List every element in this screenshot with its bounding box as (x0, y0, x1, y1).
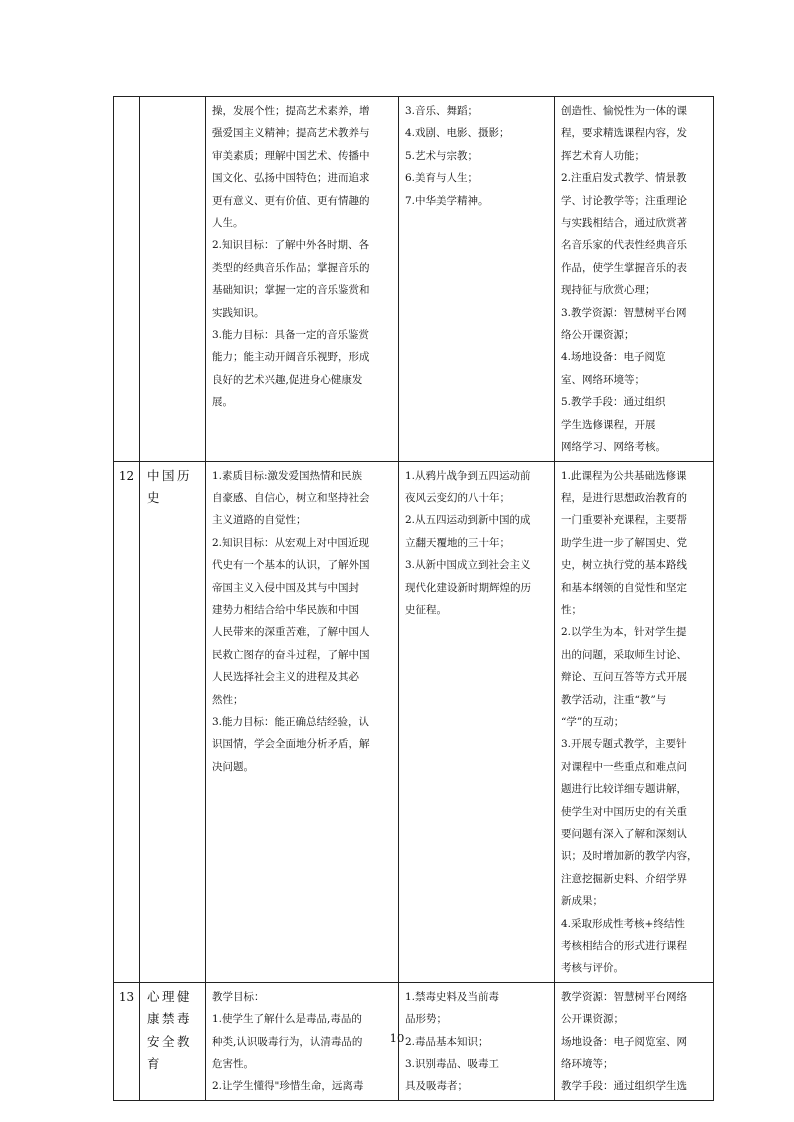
table-row (114, 461, 714, 982)
requirement-line: 程，是进行思想政治教育的 (561, 491, 687, 504)
requirement-line: 教学手段：通过组织学生选 (561, 1080, 687, 1093)
objective-line: 然性； (212, 693, 244, 706)
objective-line: 2.知识目标：了解中外各时期、各 (212, 239, 370, 252)
requirements-cell (555, 461, 714, 982)
course-name-line: 史 (147, 489, 163, 505)
requirement-line: 注意挖掘新史料、介绍学界 (561, 872, 687, 885)
content-line: 夜风云变幻的八十年； (405, 491, 510, 504)
objective-line: 良好的艺术兴趣,促进身心健康发 (212, 373, 363, 386)
row-number: 13 (114, 982, 140, 1100)
requirement-line: 3.教学资源：智慧树平台网 (561, 306, 687, 319)
content-line: 2.毒品基本知识； (405, 1035, 489, 1048)
requirements-cell (555, 97, 714, 462)
requirement-line: 教学活动，注重“教”与 (561, 693, 667, 706)
requirement-line: 4.场地设备：电子阅览 (561, 351, 666, 364)
requirement-line: 出的问题，采取师生讨论、 (561, 648, 687, 661)
objective-line: 教学目标： (212, 990, 265, 1003)
requirement-line: 学生选修课程，开展 (561, 418, 656, 431)
requirement-line: 新成果； (561, 895, 603, 908)
course-name (140, 461, 206, 982)
objective-line: 人生。 (212, 217, 244, 230)
objective-line: 帝国主义入侵中国及其与中国封 (212, 581, 359, 594)
table-row (114, 97, 714, 462)
objective-line: 主义道路的自觉性； (212, 514, 307, 527)
content-cell (399, 461, 555, 982)
objectives-cell (206, 97, 399, 462)
content-line: 5.艺术与宗教； (405, 149, 479, 162)
content-line: 具及吸毒者； (405, 1080, 468, 1093)
objective-line: 代史有一个基本的认识，了解外国 (212, 559, 370, 572)
objective-line: 自豪感、自信心，树立和坚持社会 (212, 491, 370, 504)
requirement-line: 使学生对中国历史的有关重 (561, 805, 687, 818)
objective-line: 基础知识；掌握一定的音乐鉴赏和 (212, 284, 370, 297)
requirement-line: 2.注重启发式教学、情景教 (561, 172, 687, 185)
row-number (114, 97, 140, 462)
course-name-line: 安全教 (147, 1033, 193, 1049)
content-line: 1.从鸦片战争到五四运动前 (405, 469, 531, 482)
objective-line: 类型的经典音乐作品；掌握音乐的 (212, 261, 370, 274)
objective-line: 更有意义、更有价值、更有情趣的 (212, 194, 370, 207)
course-name-line: 育 (147, 1056, 163, 1072)
requirement-line: 要问题有深入了解和深刻认 (561, 828, 687, 840)
content-line: 史征程。 (405, 603, 447, 616)
requirement-line: 与实践相结合，通过欣赏著 (561, 217, 687, 230)
requirement-line: 助学生进一步了解国史、党 (561, 536, 687, 549)
requirement-line: 挥艺术育人功能； (561, 149, 645, 162)
objective-line: 国文化、弘扬中国特色；进而追求 (212, 172, 370, 185)
requirement-line: 辩论、互问互答等方式开展 (561, 671, 687, 684)
content-line: 品形势； (405, 1013, 447, 1026)
objective-line: 危害性。 (212, 1058, 254, 1071)
requirement-line: 和基本纲领的自觉性和坚定 (561, 581, 687, 594)
objective-line: 人民选择社会主义的进程及其必 (212, 671, 359, 684)
requirement-line: 对课程中一些重点和难点问 (561, 760, 687, 773)
content-line: 3.从新中国成立到社会主义 (405, 559, 531, 572)
requirement-line: 络公开课资源； (561, 329, 635, 342)
objective-line: 决问题。 (212, 760, 254, 773)
requirement-line: 5.教学手段：通过组织 (561, 396, 666, 409)
objective-line: 1.素质目标:激发爱国热情和民族 (212, 469, 363, 482)
requirement-line: 考核相结合的形式进行课程 (561, 940, 687, 953)
requirement-line: 2.以学生为本，针对学生提 (561, 626, 687, 639)
objective-line: 强爱国主义精神；提高艺术教养与 (212, 127, 370, 140)
objective-line: 3.能力目标：能正确总结经验，认 (212, 715, 370, 728)
requirement-line: 学、讨论教学等；注重理论 (561, 194, 687, 207)
requirement-line: 考核与评价。 (561, 962, 624, 975)
requirement-line: 4.采取形成性考核+终结性 (561, 917, 685, 930)
requirement-line: 一门重要补充课程，主要帮 (561, 514, 687, 527)
objective-line: 操，发展个性；提高艺术素养，增 (212, 105, 370, 117)
content-line: 立翻天覆地的三十年； (405, 536, 510, 549)
content-line: 3.音乐、舞蹈； (405, 105, 479, 117)
content-line: 7.中华美学精神。 (405, 194, 489, 207)
course-name-line: 康禁毒 (147, 1011, 193, 1027)
course-name-line: 中国历 (147, 467, 193, 483)
objective-line: 建势力相结合给中华民族和中国 (212, 603, 359, 616)
objective-line: 2.让学生懂得"珍惜生命，远离毒 (212, 1080, 364, 1093)
objective-line: 1.使学生了解什么是毒品,毒品的 (212, 1013, 362, 1026)
objective-line: 能力；能主动开阔音乐视野，形成 (212, 351, 370, 364)
requirement-line: 场地设备：电子阅览室、网 (561, 1035, 687, 1048)
objectives-cell (206, 461, 399, 982)
requirement-line: 创造性、愉悦性为一体的课 (561, 105, 687, 117)
course-name (140, 97, 206, 462)
objective-line: 民救亡图存的奋斗过程，了解中国 (212, 648, 370, 661)
content-line: 4.戏剧、电影、摄影； (405, 127, 510, 140)
content-line: 2.从五四运动到新中国的成 (405, 514, 531, 527)
content-line: 3.识别毒品、吸毒工 (405, 1058, 500, 1071)
requirement-line: 史，树立执行党的基本路线 (561, 559, 687, 572)
course-name-line: 心理健 (147, 988, 193, 1004)
requirement-line: “学”的互动； (561, 715, 625, 728)
objective-line: 2.知识目标：从宏观上对中国近现 (212, 536, 370, 549)
requirement-line: 络环境等； (561, 1058, 614, 1071)
requirement-line: 室、网络环境等； (561, 373, 645, 386)
content-line: 6.美育与人生； (405, 172, 479, 185)
requirement-line: 名音乐家的代表性经典音乐 (561, 239, 687, 252)
requirement-line: 识；及时增加新的教学内容， (561, 850, 698, 863)
objective-line: 实践知识。 (212, 306, 265, 319)
objective-line: 审美素质；理解中国艺术、传播中 (212, 149, 370, 162)
requirement-line: 1.此课程为公共基础选修课 (561, 469, 687, 482)
objective-line: 识国情，学会全面地分析矛盾，解 (212, 738, 370, 751)
objective-line: 3.能力目标：具备一定的音乐鉴赏 (212, 329, 370, 342)
row-number: 12 (114, 461, 140, 982)
requirement-line: 3.开展专题式教学，主要针 (561, 738, 687, 751)
page-number: 10 (389, 1031, 405, 1045)
requirement-line: 程，要求精选课程内容，发 (561, 127, 687, 140)
content-cell (399, 97, 555, 462)
requirement-line: 性； (561, 603, 582, 616)
objective-line: 人民带来的深重苦难，了解中国人 (212, 626, 370, 639)
curriculum-table (113, 96, 714, 1101)
requirement-line: 公开课资源； (561, 1013, 624, 1026)
requirement-line: 教学资源：智慧树平台网络 (561, 990, 687, 1003)
requirement-line: 作品，使学生掌握音乐的表 (561, 261, 687, 274)
requirement-line: 题进行比较详细专题讲解， (561, 783, 687, 796)
objective-line: 种类,认识吸毒行为，认清毒品的 (212, 1035, 363, 1048)
objective-line: 展。 (212, 396, 233, 409)
content-line: 现代化建设新时期辉煌的历 (405, 581, 531, 594)
requirement-line: 网络学习、网络考核。 (561, 441, 666, 454)
content-line: 1.禁毒史料及当前毒 (405, 990, 500, 1003)
requirement-line: 现持征与欣赏心理； (561, 284, 656, 297)
